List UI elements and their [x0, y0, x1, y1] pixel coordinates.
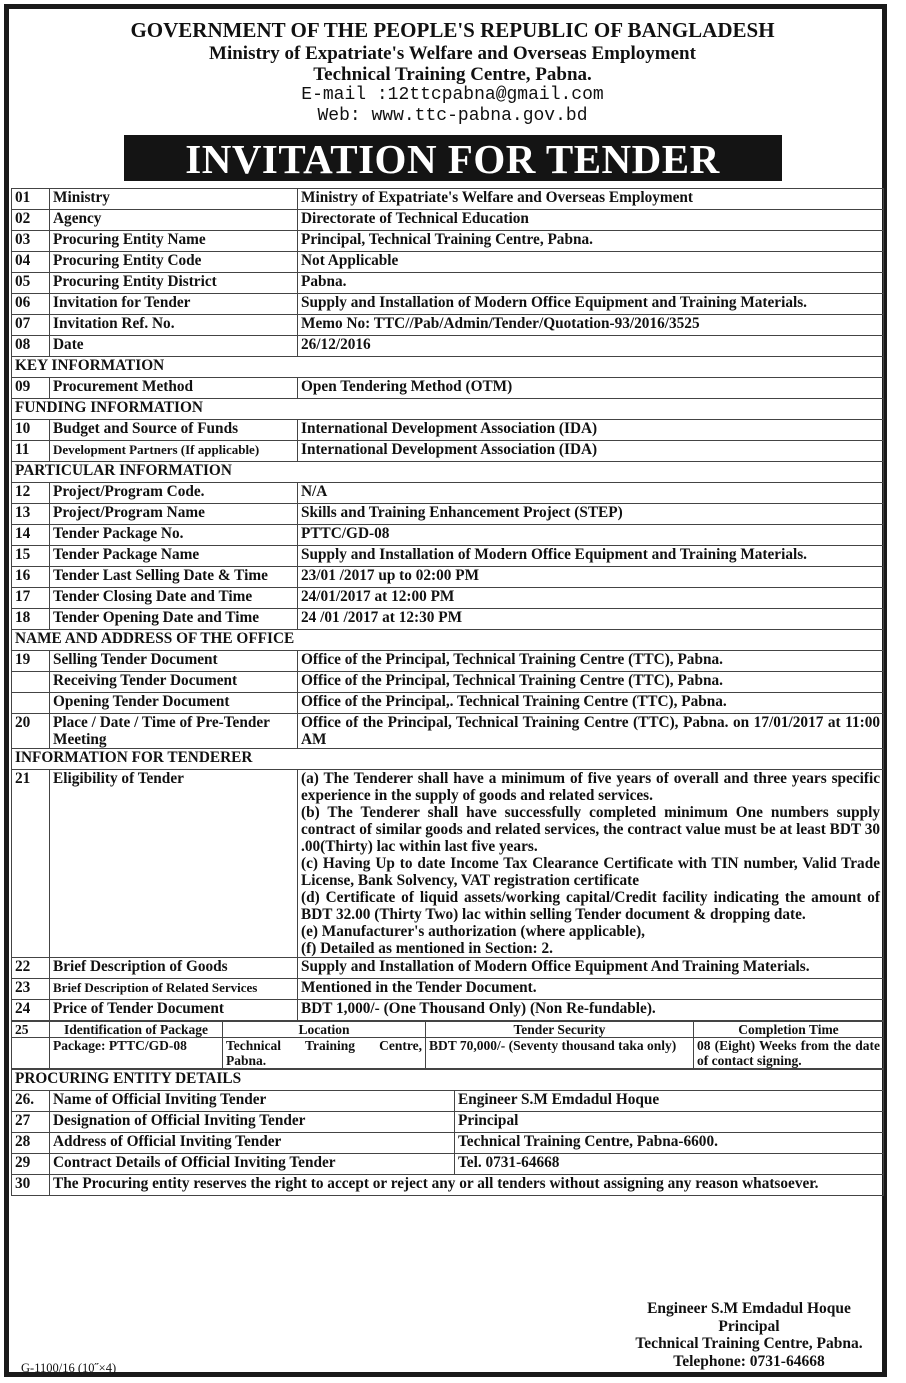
row-label: Procuring Entity Name: [50, 230, 298, 251]
table-row: [12, 999, 884, 1020]
table-row: [12, 545, 884, 566]
signatory-name: Engineer S.M Emdadul Hoque: [647, 1300, 851, 1317]
table-row: [12, 335, 884, 356]
row-number: 28: [12, 1132, 50, 1153]
row-label: Contract Details of Official Inviting Tender: [50, 1153, 455, 1174]
row-label: Tender Opening Date and Time: [50, 608, 298, 629]
section-key-information: KEY INFORMATION: [12, 356, 884, 377]
office-title: Technical Training Centre, Pabna.: [313, 63, 592, 85]
criterion-d: (d) Certificate of liquid assets/working capital/Credit facility indicating the amount of BDT 32.00 (Thirty Two) lac within selling Tender document & dropping date.: [301, 888, 880, 923]
row-number: 13: [12, 503, 50, 524]
email-line: E-mail :12ttcpabna@gmail.com: [301, 85, 604, 106]
row-value: Directorate of Technical Education: [298, 209, 884, 230]
table-row: [12, 587, 884, 608]
row-label: Budget and Source of Funds: [50, 419, 298, 440]
table-row: [12, 188, 884, 209]
section-tenderer-information: INFORMATION FOR TENDERER: [12, 748, 884, 769]
tender-details-table: [11, 188, 884, 1021]
row-value: International Development Association (IDA): [298, 440, 884, 461]
table-row: [12, 566, 884, 587]
row-label: Tender Package Name: [50, 545, 298, 566]
row-number: 18: [12, 608, 50, 629]
table-row: [12, 769, 884, 957]
row-value: Skills and Training Enhancement Project (STEP): [298, 503, 884, 524]
row-value: Office of the Principal, Technical Training Centre (TTC), Pabna.: [298, 650, 884, 671]
package-security: BDT 70,000/- (Seventy thousand taka only): [426, 1037, 694, 1068]
table-row: [12, 978, 884, 999]
package-header-id: Identification of Package: [50, 1021, 223, 1037]
table-row: [12, 1090, 884, 1111]
row-number: 14: [12, 524, 50, 545]
section-office-address: NAME AND ADDRESS OF THE OFFICE: [12, 629, 884, 650]
row-label: Project/Program Code.: [50, 482, 298, 503]
procuring-entity-table: [11, 1069, 884, 1196]
row-number: [12, 671, 50, 692]
eligibility-criteria: [298, 769, 884, 957]
signatory-phone: Telephone: 0731-64668: [673, 1352, 825, 1370]
row-number: 30: [12, 1174, 50, 1195]
table-row: [12, 1111, 884, 1132]
publication-code: G-1100/16 (10˝×4): [21, 1361, 117, 1375]
table-row: [12, 1153, 884, 1174]
row-label: Development Partners (If applicable): [50, 440, 298, 461]
row-number: 29: [12, 1153, 50, 1174]
table-row: [12, 209, 884, 230]
row-value: Office of the Principal,. Technical Training Centre (TTC), Pabna.: [298, 692, 884, 713]
row-label: Place / Date / Time of Pre-Tender Meeting: [50, 713, 298, 748]
row-value: Office of the Principal, Technical Training Centre (TTC), Pabna.: [298, 671, 884, 692]
row-label: Project/Program Name: [50, 503, 298, 524]
tender-banner: INVITATION FOR TENDER: [124, 135, 782, 181]
row-label: Tender Last Selling Date & Time: [50, 566, 298, 587]
row-label: Procuring Entity District: [50, 272, 298, 293]
package-id: Package: PTTC/GD-08: [50, 1037, 223, 1068]
row-number: 17: [12, 587, 50, 608]
row-number: 23: [12, 978, 50, 999]
table-row: [12, 230, 884, 251]
row-value: Supply and Installation of Modern Office Equipment and Training Materials.: [298, 545, 884, 566]
row-label: Name of Official Inviting Tender: [50, 1090, 455, 1111]
package-completion: 08 (Eight) Weeks from the date of contact signing.: [694, 1037, 884, 1068]
row-value: Not Applicable: [298, 251, 884, 272]
table-row: [12, 377, 884, 398]
signatory-title: Principal: [718, 1317, 780, 1335]
row-label: Brief Description of Goods: [50, 957, 298, 978]
row-label: Brief Description of Related Services: [50, 978, 298, 999]
row-number: 01: [12, 188, 50, 209]
row-number: 22: [12, 957, 50, 978]
criterion-f: (f) Detailed as mentioned in Section: 2.: [301, 939, 553, 957]
row-value: 24/01/2017 at 12:00 PM: [298, 587, 884, 608]
row-label: Designation of Official Inviting Tender: [50, 1111, 455, 1132]
ministry-title: Ministry of Expatriate's Welfare and Overseas Employment: [209, 42, 696, 64]
row-label: Procuring Entity Code: [50, 251, 298, 272]
table-row: [12, 272, 884, 293]
table-row: [12, 608, 884, 629]
row-number: 12: [12, 482, 50, 503]
table-row: [12, 957, 884, 978]
row-number: 27: [12, 1111, 50, 1132]
package-header-security: Tender Security: [426, 1021, 694, 1037]
criterion-b: (b) The Tenderer shall have successfully completed minimum One numbers supply contract of similar goods and related services, the contract value must be at least BDT 30 .00(Thirty) lac within last five years.: [301, 803, 880, 855]
tender-notice: [9, 9, 896, 1374]
section-procuring-entity: PROCURING ENTITY DETAILS: [12, 1069, 884, 1090]
package-table: [11, 1021, 884, 1069]
row-label: Procurement Method: [50, 377, 298, 398]
table-row: [12, 251, 884, 272]
row-value: Mentioned in the Tender Document.: [298, 978, 884, 999]
criterion-e: (e) Manufacturer's authorization (where applicable),: [301, 922, 645, 940]
row-number: 24: [12, 999, 50, 1020]
row-number: 21: [12, 769, 50, 957]
signatory-organization: Technical Training Centre, Pabna.: [635, 1335, 863, 1352]
row-label: Invitation Ref. No.: [50, 314, 298, 335]
table-row: [12, 440, 884, 461]
row-number: 04: [12, 251, 50, 272]
row-value: Supply and Installation of Modern Office Equipment and Training Materials.: [298, 293, 884, 314]
letterhead: [9, 19, 896, 128]
row-value: 24 /01 /2017 at 12:30 PM: [298, 608, 884, 629]
row-number: 03: [12, 230, 50, 251]
row-value: Principal, Technical Training Centre, Pabna.: [298, 230, 884, 251]
table-row: [12, 293, 884, 314]
row-value: BDT 1,000/- (One Thousand Only) (Non Re-fundable).: [298, 999, 884, 1020]
row-number: 26.: [12, 1090, 50, 1111]
table-row: [12, 692, 884, 713]
table-row: [12, 419, 884, 440]
row-number: 20: [12, 713, 50, 748]
row-number: 06: [12, 293, 50, 314]
table-row: [12, 524, 884, 545]
row-value: Supply and Installation of Modern Office Equipment And Training Materials.: [298, 957, 884, 978]
row-value: International Development Association (IDA): [298, 419, 884, 440]
table-row: [12, 713, 884, 748]
row-value: Office of the Principal, Technical Training Centre (TTC), Pabna. on 17/01/2017 at 11:00 AM: [298, 713, 884, 748]
row-number: 05: [12, 272, 50, 293]
row-value: PTTC/GD-08: [298, 524, 884, 545]
row-number: 02: [12, 209, 50, 230]
row-value: Technical Training Centre, Pabna-6600.: [455, 1132, 884, 1153]
package-location: Technical Training Centre, Pabna.: [223, 1037, 426, 1068]
row-value: Tel. 0731-64668: [455, 1153, 884, 1174]
row-label: Eligibility of Tender: [50, 769, 298, 957]
row-number: 25: [12, 1021, 50, 1037]
row-label: Receiving Tender Document: [50, 671, 298, 692]
row-label: Tender Package No.: [50, 524, 298, 545]
row-number: 16: [12, 566, 50, 587]
row-label: Ministry: [50, 188, 298, 209]
package-header-location: Location: [223, 1021, 426, 1037]
row-label: Price of Tender Document: [50, 999, 298, 1020]
row-label: Tender Closing Date and Time: [50, 587, 298, 608]
row-label: Opening Tender Document: [50, 692, 298, 713]
government-title: GOVERNMENT OF THE PEOPLE'S REPUBLIC OF BANGLADESH: [130, 18, 775, 42]
row-number: 09: [12, 377, 50, 398]
table-row: [12, 314, 884, 335]
reservation-clause: The Procuring entity reserves the right to accept or reject any or all tenders without assigning any reason whatsoever.: [50, 1174, 884, 1195]
signature-block: [599, 1300, 899, 1370]
row-value: Pabna.: [298, 272, 884, 293]
table-row: [12, 671, 884, 692]
table-row: [12, 482, 884, 503]
criterion-c: (c) Having Up to date Income Tax Clearance Certificate with TIN number, Valid Trade License, Bank Solvency, VAT registration certificate: [301, 854, 880, 889]
row-number: 07: [12, 314, 50, 335]
section-particular-information: PARTICULAR INFORMATION: [12, 461, 884, 482]
row-number: 10: [12, 419, 50, 440]
table-row: [12, 503, 884, 524]
row-number: 15: [12, 545, 50, 566]
row-label: Agency: [50, 209, 298, 230]
row-value: Memo No: TTC//Pab/Admin/Tender/Quotation-93/2016/3525: [298, 314, 884, 335]
package-header-completion: Completion Time: [694, 1021, 884, 1037]
web-line: Web: www.ttc-pabna.gov.bd: [317, 106, 588, 127]
table-row: [12, 650, 884, 671]
row-number: 19: [12, 650, 50, 671]
row-label: Invitation for Tender: [50, 293, 298, 314]
row-value: Engineer S.M Emdadul Hoque: [455, 1090, 884, 1111]
row-label: Address of Official Inviting Tender: [50, 1132, 455, 1153]
row-value: Ministry of Expatriate's Welfare and Overseas Employment: [298, 188, 884, 209]
row-value: Open Tendering Method (OTM): [298, 377, 884, 398]
row-value: 26/12/2016: [298, 335, 884, 356]
table-row: [12, 1174, 884, 1195]
row-number: 08: [12, 335, 50, 356]
row-label: Selling Tender Document: [50, 650, 298, 671]
criterion-a: (a) The Tenderer shall have a minimum of five years of overall and three years specific experience in the supply of goods and related services.: [301, 769, 880, 804]
row-label: Date: [50, 335, 298, 356]
empty-cell: [12, 1037, 50, 1068]
row-value: N/A: [298, 482, 884, 503]
section-funding-information: FUNDING INFORMATION: [12, 398, 884, 419]
table-row: [12, 1132, 884, 1153]
row-value: Principal: [455, 1111, 884, 1132]
row-value: 23/01 /2017 up to 02:00 PM: [298, 566, 884, 587]
row-number: 11: [12, 440, 50, 461]
row-number: [12, 692, 50, 713]
